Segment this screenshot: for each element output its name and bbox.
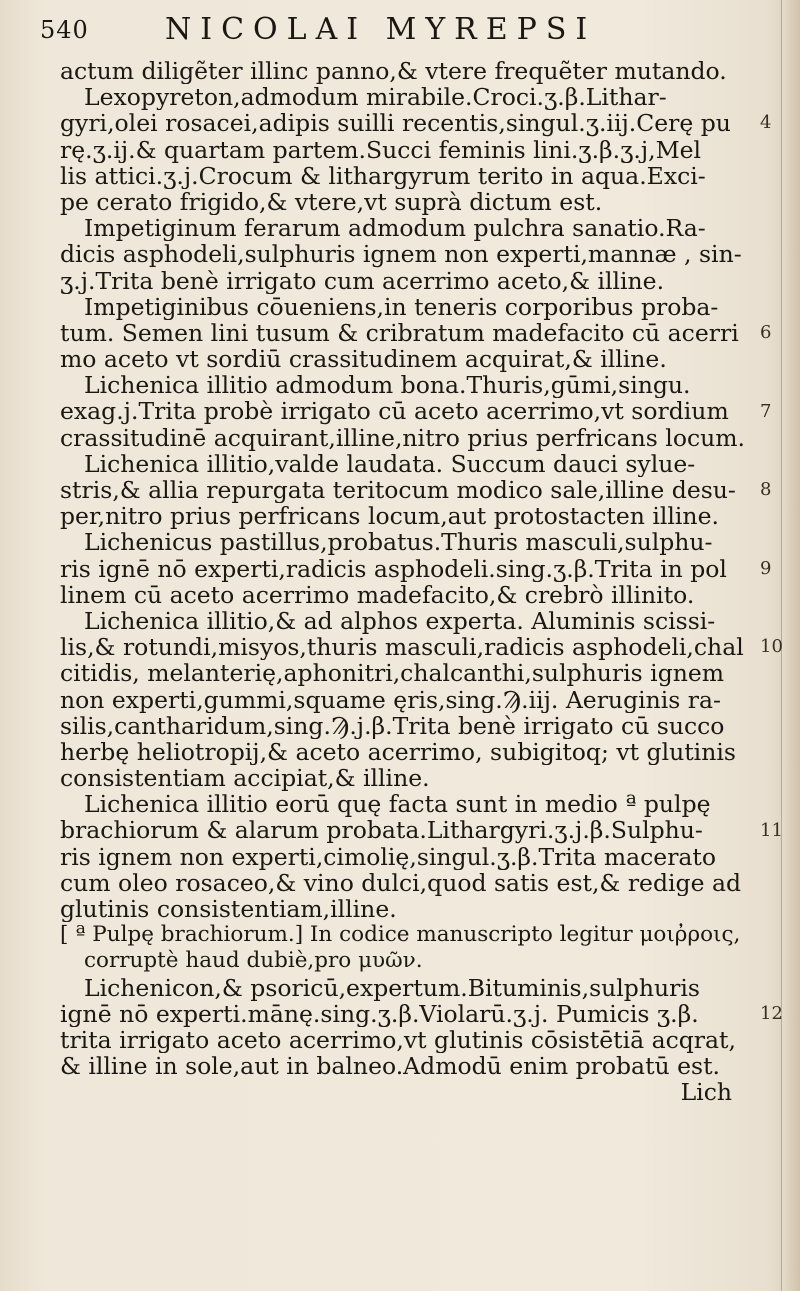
page-number: 540 [40, 16, 89, 44]
text-line: actum diligẽter illinc panno,& vtere frequẽter mutando. [60, 58, 727, 85]
text-line: trita irrigato aceto acerrimo,vt glutinis cōsistētiā acqrat, [60, 1026, 736, 1054]
text-line: brachiorum & alarum probata.Lithargyri.ʒ.j.β.Sulphu- [60, 817, 703, 844]
text-line: Lichenica illitio admodum bona.Thuris,gūmi,singu. [84, 372, 691, 399]
text-line: exag.j.Trita probè irrigato cū aceto acerrimo,vt sordium [60, 398, 729, 425]
text-line: Impetiginum ferarum admodum pulchra sanatio.Ra- [84, 215, 706, 242]
text-line: non experti,gummi,squame ęris,sing.Ϡ.iij. Aeruginis ra- [60, 686, 721, 713]
text-line: Lichenicus pastillus,probatus.Thuris masculi,sulphu- [84, 529, 713, 556]
page-header [40, 10, 760, 50]
text-line: gyri,olei rosacei,adipis suilli recentis,singul.ʒ.iij.Cerę pu [60, 110, 731, 137]
text-line: Lichenica illitio,& ad alphos experta. Aluminis scissi- [84, 607, 716, 635]
text-line: dicis asphodeli,sulphuris ignem non experti,mannæ , sin- [60, 241, 742, 268]
text-line: Lichenica illitio,valde laudata. Succum dauci sylue- [84, 450, 696, 477]
text-line: consistentiam accipiat,& illine. [60, 765, 430, 792]
text-line: stris,& allia repurgata teritocum modico sale,illine desu- [60, 477, 736, 504]
body-text [60, 58, 750, 1106]
margin-number: 7 [760, 400, 772, 422]
text-line: & illine in sole,aut in balneo.Admodū enim probatū est. [60, 1053, 720, 1080]
margin-number: 11 [760, 819, 783, 841]
text-line: Impetiginibus cōueniens,in teneris corporibus proba- [84, 293, 719, 320]
running-title: NICOLAI MYREPSI [165, 12, 597, 47]
text-line: glutinis consistentiam,illine. [60, 896, 397, 923]
text-line: Lichenicon,& psoricū,expertum.Bituminis,sulphuris [84, 974, 700, 1001]
text-line: pe cerato frigido,& vtere,vt suprà dictum est. [60, 188, 603, 216]
text-line: ris ignem non experti,cimolię,singul.ʒ.β.Trita macerato [60, 843, 717, 870]
footnote-line: corruptè haud dubiè,pro μυῶν. [84, 948, 423, 974]
text-line: mo aceto vt sordiū crassitudinem acquirat,& illine. [60, 346, 667, 373]
text-line: crassitudinē acquirant,illine,nitro prius perfricans locum. [60, 424, 746, 451]
text-line: ignē nō experti.mānę.sing.ʒ.β.Violarū.ʒ.j. Pumicis ʒ.β. [60, 1000, 699, 1027]
text-line: cum oleo rosaceo,& vino dulci,quod satis est,& redige ad [60, 869, 741, 896]
text-line: lis attici.ʒ.j.Crocum & lithargyrum terito in aqua.Exci- [60, 162, 706, 189]
text-line: per,nitro prius perfricans locum,aut protostacten illine. [60, 503, 719, 530]
footnote-line: [ ª Pulpę brachiorum.] In codice manuscripto legitur μοιῤροις, [60, 922, 741, 948]
text-line: silis,cantharidum,sing.Ϡ.j.β.Trita benè irrigato cū succo [60, 712, 725, 739]
text-line: linem cū aceto acerrimo madefacito,& crebrò illinito. [60, 581, 695, 608]
margin-number: 6 [760, 322, 772, 343]
text-line: lis,& rotundi,misyos,thuris masculi,radicis asphodeli,chal [60, 634, 744, 661]
margin-number: 8 [760, 479, 772, 501]
margin-number: 12 [760, 1003, 783, 1025]
text-line: Lichenica illitio eorū quę facta sunt in medio ª pulpę [84, 791, 711, 818]
page-edge [781, 0, 800, 1291]
text-line: ʒ.j.Trita benè irrigato cum acerrimo aceto,& illine. [60, 267, 665, 294]
text-line: citidis, melanterię,aphonitri,chalcanthi,sulphuris ignem [60, 660, 725, 687]
margin-number: 10 [760, 636, 783, 658]
text-line: ris ignē nō experti,radicis asphodeli.sing.ʒ.β.Trita in pol [60, 555, 727, 582]
text-line: herbę heliotropij,& aceto acerrimo, subigitoq; vt glutinis [60, 738, 736, 766]
margin-number: 9 [760, 557, 772, 579]
catchword: Lich [680, 1079, 732, 1106]
text-line: tum. Semen lini tusum & cribratum madefacito cū acerri [60, 319, 739, 347]
text-line: Lexopyreton,admodum mirabile.Croci.ʒ.β.Lithar- [84, 84, 667, 111]
text-line: rę.ʒ.ij.& quartam partem.Succi feminis lini.ʒ.β.ʒ.j,Mel [60, 136, 702, 163]
margin-number: 4 [760, 112, 772, 134]
